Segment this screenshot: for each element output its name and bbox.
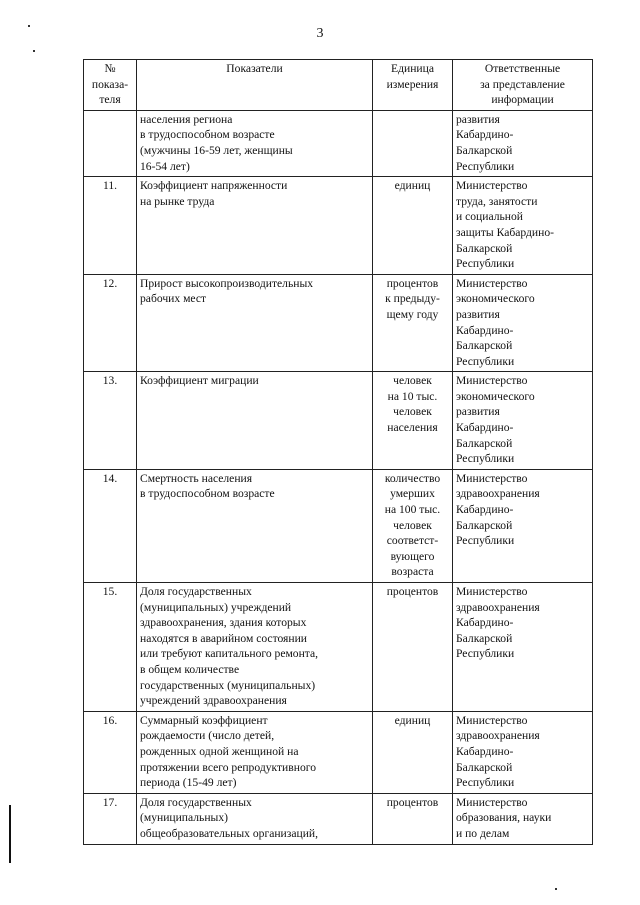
indicator-number: 17. [84, 793, 137, 844]
cell-line: Балкарской [456, 518, 513, 532]
cell-line: Ответственные [484, 62, 561, 75]
cell-line: на рынке труда [140, 194, 215, 208]
table-header-row [84, 60, 593, 111]
cell-line: Коэффициент напряженности [140, 179, 288, 193]
unit-of-measure [373, 274, 453, 372]
cell-line: Министерство [456, 179, 528, 193]
indicators-table [83, 59, 593, 845]
cell-line: (муниципальных) учреждений [140, 600, 292, 614]
header-responsible [453, 60, 593, 111]
cell-line: находятся в аварийном состоянии [140, 631, 308, 645]
cell-line: человек [393, 405, 432, 419]
responsible-body [453, 583, 593, 712]
cell-line: процентов [386, 795, 439, 809]
cell-line: Коэффициент миграции [140, 374, 259, 388]
cell-line: № [104, 62, 116, 75]
cell-line: экономического [456, 389, 535, 403]
indicator-number: 13. [84, 372, 137, 470]
cell-line: населения региона [140, 112, 233, 126]
unit-of-measure [373, 372, 453, 470]
cell-line: протяжении всего репродуктивного [140, 760, 317, 774]
cell-line: Министерство [456, 795, 528, 809]
table-row [84, 177, 593, 275]
cell-line: здравоохранения, здания которых [140, 616, 307, 630]
indicator-name [137, 469, 373, 582]
cell-line: соответст- [386, 534, 439, 548]
table-body [84, 110, 593, 844]
indicator-name [137, 793, 373, 844]
margin-mark [9, 805, 11, 863]
responsible-body [453, 274, 593, 372]
cell-line: Республики [456, 534, 515, 548]
cell-line: Единица [391, 62, 434, 75]
scan-speck [33, 50, 35, 52]
cell-line: экономического [456, 292, 535, 306]
cell-line: Министерство [456, 585, 528, 598]
cell-line: Балкарской [456, 631, 513, 645]
header-indicator [137, 60, 373, 111]
cell-line: теля [99, 93, 121, 107]
cell-line: Балкарской [456, 241, 513, 255]
cell-line: развития [456, 307, 500, 321]
indicator-name [137, 274, 373, 372]
indicator-number: 15. [84, 583, 137, 712]
header-unit [373, 60, 453, 111]
cell-line: Республики [456, 776, 515, 790]
indicator-name [137, 711, 373, 793]
cell-line: в трудоспособном возрасте [140, 128, 275, 142]
cell-line: Прирост высокопроизводительных [140, 276, 314, 290]
cell-line: единиц [394, 713, 431, 727]
cell-line: Смертность населения [140, 471, 253, 485]
table-row [84, 274, 593, 372]
cell-line: и социальной [456, 210, 523, 224]
cell-line: Республики [456, 159, 515, 173]
unit-of-measure [373, 177, 453, 275]
unit-of-measure [373, 793, 453, 844]
scan-speck [555, 888, 557, 890]
cell-line: Республики [456, 647, 515, 661]
cell-line: труда, занятости [456, 194, 538, 208]
cell-line: здравоохранения [456, 729, 540, 743]
indicator-name [137, 583, 373, 712]
unit-of-measure [373, 711, 453, 793]
header-number [84, 60, 137, 111]
cell-line: Доля государственных [140, 585, 252, 598]
cell-line: к предыду- [385, 292, 440, 306]
cell-line: вующего [390, 549, 435, 563]
indicator-number: 16. [84, 711, 137, 793]
unit-of-measure [373, 469, 453, 582]
indicator-number: 11. [84, 177, 137, 275]
cell-line: государственных (муниципальных) [140, 678, 316, 692]
responsible-body [453, 711, 593, 793]
cell-line: единиц [394, 179, 431, 193]
cell-line: образования, науки [456, 811, 552, 825]
responsible-body [453, 469, 593, 582]
cell-line: или требуют капитального ремонта, [140, 647, 319, 661]
table-row [84, 793, 593, 844]
indicator-name [137, 372, 373, 470]
cell-line: развития [456, 405, 500, 419]
cell-line: учреждений здравоохранения [140, 694, 287, 708]
cell-line: возраста [391, 565, 434, 579]
cell-line: и по делам [456, 826, 510, 840]
page-number: 3 [316, 26, 324, 41]
cell-line: здравоохранения [456, 600, 540, 614]
cell-line: рождаемости (число детей, [140, 729, 275, 743]
cell-line: количество [384, 471, 441, 485]
cell-line: Республики [456, 257, 515, 271]
cell-line: Доля государственных [140, 795, 252, 809]
cell-line: Кабардино- [456, 616, 514, 630]
cell-line: за представление [480, 77, 565, 91]
responsible-body [453, 110, 593, 176]
cell-line: информации [491, 93, 554, 107]
cell-line: процентов [386, 585, 439, 598]
cell-line: показа- [91, 77, 129, 91]
unit-of-measure [373, 110, 453, 176]
indicator-name [137, 110, 373, 176]
indicator-number: 12. [84, 274, 137, 372]
table-row [84, 469, 593, 582]
responsible-body [453, 177, 593, 275]
cell-line: Кабардино- [456, 503, 514, 517]
cell-line: в общем количестве [140, 662, 240, 676]
cell-line: процентов [386, 276, 439, 290]
cell-line: (муниципальных) [140, 811, 228, 825]
cell-line: умерших [390, 487, 435, 501]
responsible-body [453, 372, 593, 470]
scan-speck [28, 25, 30, 27]
cell-line: Показатели [226, 62, 283, 75]
cell-line: Министерство [456, 713, 528, 727]
cell-line: Министерство [456, 374, 528, 388]
cell-line: в трудоспособном возрасте [140, 487, 275, 501]
cell-line: населения [387, 421, 438, 435]
cell-line: на 100 тыс. [384, 503, 441, 517]
indicator-number: 14. [84, 469, 137, 582]
indicator-name [137, 177, 373, 275]
cell-line: Республики [456, 452, 515, 466]
table-row [84, 372, 593, 470]
cell-line: периода (15-49 лет) [140, 776, 237, 790]
cell-line: (мужчины 16-59 лет, женщины [140, 143, 293, 157]
cell-line: измерения [386, 77, 439, 91]
cell-line: Балкарской [456, 143, 513, 157]
cell-line: здравоохранения [456, 487, 540, 501]
cell-line: Кабардино- [456, 323, 514, 337]
cell-line: человек [393, 374, 432, 388]
cell-line: рабочих мест [140, 292, 207, 306]
cell-line: защиты Кабардино- [456, 225, 554, 239]
cell-line: Министерство [456, 276, 528, 290]
cell-line: Балкарской [456, 339, 513, 353]
cell-line: Балкарской [456, 760, 513, 774]
cell-line: Кабардино- [456, 128, 514, 142]
cell-line: щему году [386, 307, 439, 321]
cell-line: общеобразовательных организаций, [140, 826, 318, 840]
cell-line: на 10 тыс. [387, 389, 438, 403]
table-row [84, 583, 593, 712]
cell-line: Министерство [456, 471, 528, 485]
cell-line: Республики [456, 354, 515, 368]
cell-line: Кабардино- [456, 744, 514, 758]
unit-of-measure [373, 583, 453, 712]
indicator-number [84, 110, 137, 176]
table-row [84, 110, 593, 176]
cell-line: человек [393, 518, 432, 532]
cell-line: Суммарный коэффициент [140, 713, 268, 727]
cell-line: Балкарской [456, 436, 513, 450]
cell-line: развития [456, 112, 500, 126]
cell-line: рожденных одной женщиной на [140, 744, 299, 758]
responsible-body [453, 793, 593, 844]
cell-line: Кабардино- [456, 421, 514, 435]
table-row [84, 711, 593, 793]
cell-line: 16-54 лет) [140, 159, 190, 173]
